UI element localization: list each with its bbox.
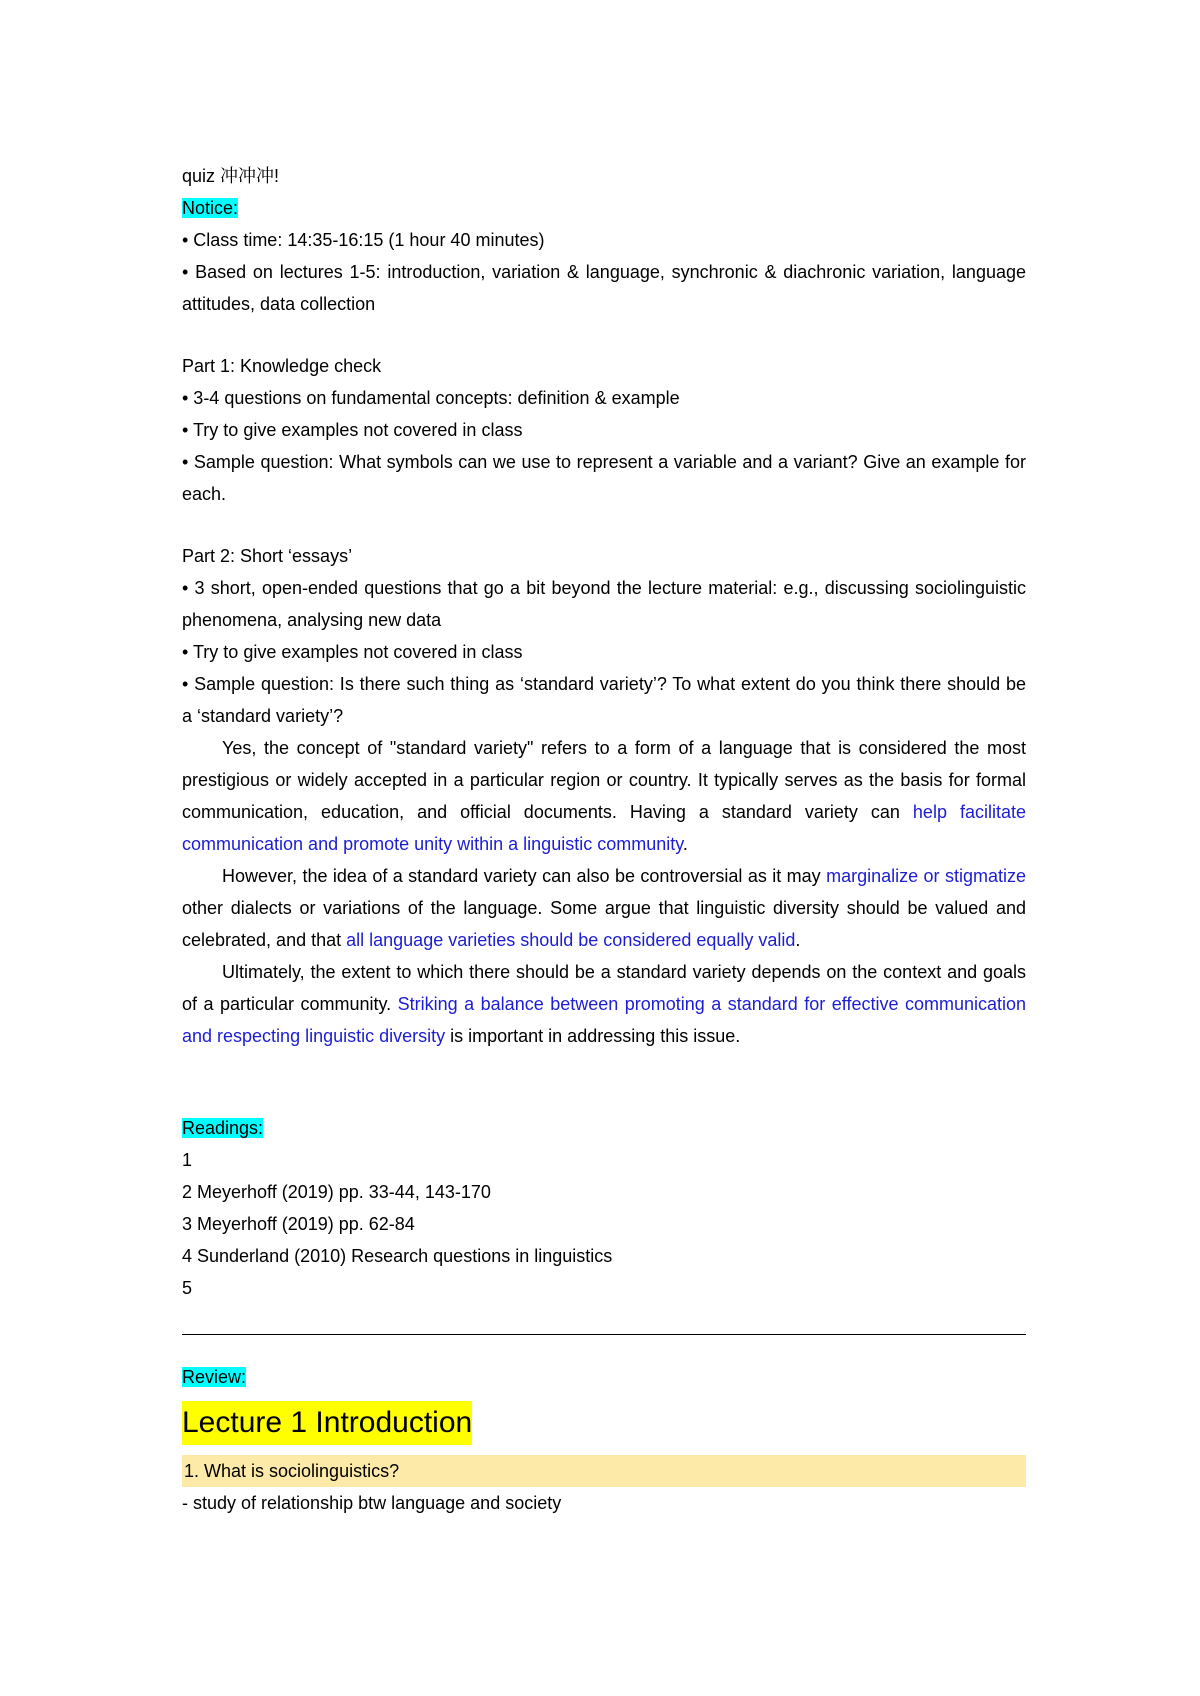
answer-text: However, the idea of a standard variety can also be controversial as it may (222, 866, 827, 886)
part2-item: • Try to give examples not covered in class (182, 642, 523, 662)
notice-item: • Based on lectures 1-5: introduction, variation & language, synchronic & diachronic variation, language attitudes, data collection (182, 262, 1026, 314)
horizontal-divider (182, 1334, 1026, 1335)
spacer (182, 1052, 1026, 1112)
answer-text: Ultimately, the extent to which there should be a standard variety depends on the context and goals of a particular community. (182, 962, 1026, 1014)
answer-text: . (682, 834, 688, 854)
question-heading: 1. What is sociolinguistics? (182, 1455, 1026, 1487)
reading-item: 4 Sunderland (2010) Research questions in linguistics (182, 1246, 613, 1266)
spacer (182, 510, 1026, 540)
answer-highlight: Striking a balance between promoting a standard for effective communication and respecting linguistic diversity (182, 994, 1027, 1046)
lecture-heading: Lecture 1 Introduction (182, 1401, 472, 1445)
document-title: quiz 冲冲冲! (182, 166, 280, 186)
reading-item: 5 (182, 1278, 193, 1298)
answer-highlight: help facilitate communication and promote unity within a linguistic community (182, 802, 1026, 854)
part1-heading: Part 1: Knowledge check (182, 356, 382, 376)
notice-line (182, 192, 1026, 224)
answer-paragraph-3 (182, 956, 1026, 1052)
document-page (182, 160, 1026, 1519)
answer-paragraph-2 (182, 860, 1026, 956)
review-label: Review: (182, 1367, 247, 1387)
answer-text: . (795, 930, 801, 950)
part2-item: • Sample question: Is there such thing as ‘standard variety’? To what extent do you think there should be a ‘standard variety’? (182, 674, 1026, 726)
spacer (182, 320, 1026, 350)
notice-item: • Class time: 14:35-16:15 (1 hour 40 minutes) (182, 230, 545, 250)
part1-item: • Try to give examples not covered in class (182, 420, 523, 440)
notice-label: Notice: (182, 198, 239, 218)
reading-item: 3 Meyerhoff (2019) pp. 62-84 (182, 1214, 415, 1234)
review-line (182, 1361, 1026, 1393)
reading-item: 1 (182, 1150, 193, 1170)
part1-item: • Sample question: What symbols can we use to represent a variable and a variant? Give an example for each. (182, 452, 1026, 504)
reading-item: 2 Meyerhoff (2019) pp. 33-44, 143-170 (182, 1182, 491, 1202)
lecture-heading-wrap (182, 1393, 1026, 1455)
answer-text: other dialects or variations of the language. Some argue that linguistic diversity should be valued and celebrated, and that (182, 898, 1026, 950)
answer-highlight: all language varieties should be considered equally valid (346, 930, 796, 950)
answer-text: Yes, the concept of "standard variety" refers to a form of a language that is considered the most prestigious or widely accepted in a particular region or country. It typically serves as the basis for formal communication, education, and official documents. Having a standard variety can (182, 738, 1026, 822)
part1-item: • 3-4 questions on fundamental concepts: definition & example (182, 388, 680, 408)
answer-highlight: marginalize or stigmatize (826, 866, 1026, 886)
question-answer: - study of relationship btw language and society (182, 1493, 562, 1513)
answer-text: is important in addressing this issue. (445, 1026, 741, 1046)
part2-item: • 3 short, open-ended questions that go a bit beyond the lecture material: e.g., discussing sociolinguistic phenomena, analysing new data (182, 578, 1026, 630)
part2-heading: Part 2: Short ‘essays’ (182, 546, 353, 566)
readings-line (182, 1112, 1026, 1144)
readings-label: Readings: (182, 1118, 264, 1138)
answer-paragraph-1 (182, 732, 1026, 860)
